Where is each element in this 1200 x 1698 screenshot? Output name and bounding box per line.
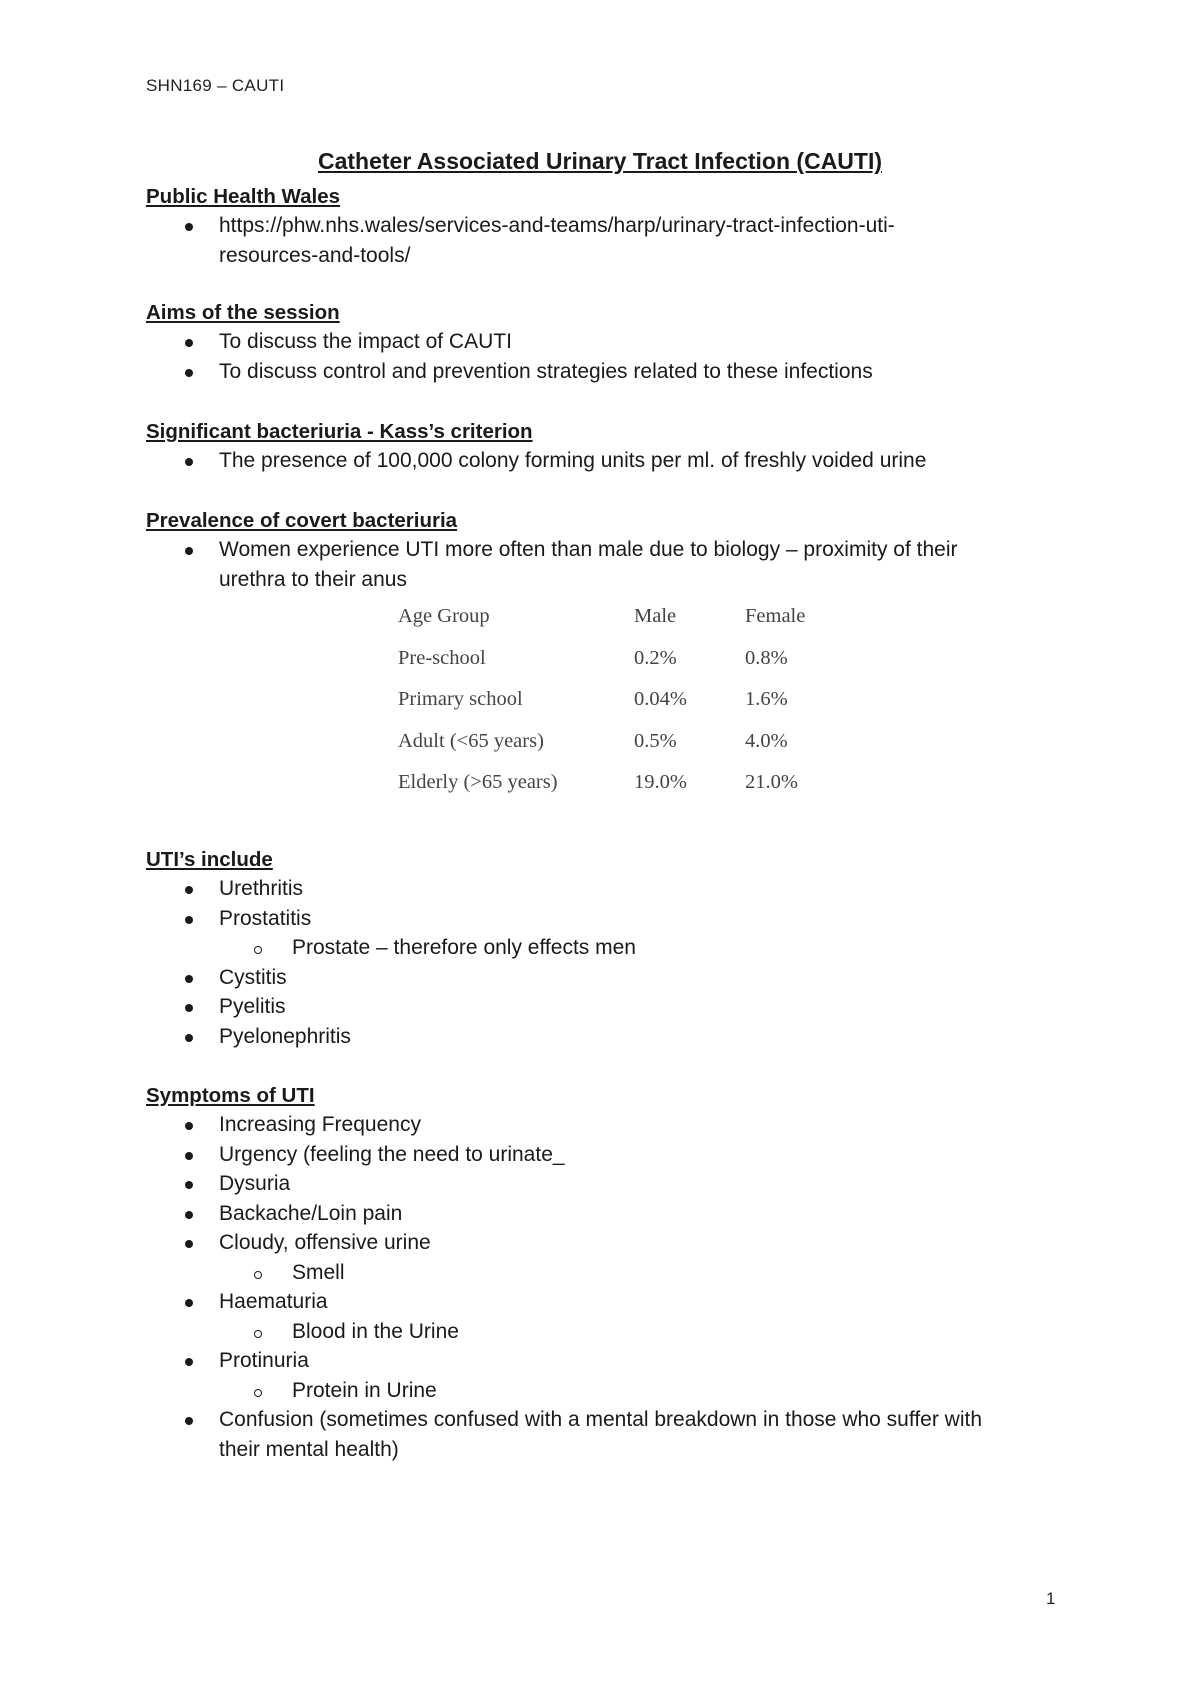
list-item-text: Confusion (sometimes confused with a mental breakdown in those who suffer with [219,1408,983,1431]
sub-list-item [146,1376,1066,1406]
table-cell: 21.0% [745,771,798,793]
list-item [146,535,1066,565]
bullet-icon [185,1152,193,1160]
list-item [146,1022,1066,1052]
hollow-bullet-icon [254,1271,262,1279]
list-item-continuation [146,1435,1066,1465]
prevalence-list [146,535,1066,594]
resource-link-line2[interactable]: resources-and-tools/ [219,243,411,267]
table-header-row [398,605,845,647]
list-item [146,1228,1066,1258]
table-cell: Elderly (>65 years) [398,771,558,793]
bullet-icon [185,1181,193,1189]
table-cell: 0.04% [634,688,687,710]
bullet-icon [185,1299,193,1307]
hollow-bullet-icon [254,946,262,954]
list-item-text: their mental health) [219,1437,399,1461]
list-item [146,1169,1066,1199]
bullet-icon [185,975,193,983]
table-header-cell: Female [745,605,806,627]
table-cell: 0.8% [745,646,788,669]
table-header-cell: Age Group [398,605,490,627]
bacteriuria-heading: Significant bacteriuria - Kass’s criterion [146,420,533,443]
list-item-text: The presence of 100,000 colony forming units per ml. of freshly voided urine [219,449,927,472]
bullet-icon [185,1211,193,1219]
list-item-text: Backache/Loin pain [219,1201,403,1225]
table-header-cell: Male [634,605,677,627]
list-item [146,992,1066,1022]
bullet-icon [185,1240,193,1248]
bullet-icon [185,886,193,894]
prevalence-table [398,605,845,813]
list-item-text: Increasing Frequency [219,1113,421,1136]
list-item-text: To discuss the impact of CAUTI [219,330,512,353]
utis-list [146,874,1066,1051]
table-cell: 4.0% [745,729,788,752]
bullet-icon [185,1034,193,1042]
bullet-icon [185,223,193,231]
bacteriuria-list [146,446,1066,476]
table-cell: 0.5% [634,729,677,752]
sub-list-item [146,1258,1066,1288]
aims-heading: Aims of the session [146,301,340,324]
list-item-text: Blood in the Urine [292,1319,459,1343]
list-item-text: To discuss control and prevention strategies related to these infections [219,359,873,383]
page-number: 1 [1046,1589,1056,1608]
list-item [146,874,1066,904]
table-row [398,730,845,772]
list-item-text: Protinuria [219,1349,309,1372]
list-item-text: Prostate – therefore only effects men [292,936,636,959]
bullet-icon [185,1122,193,1130]
list-item-text: Protein in Urine [292,1378,437,1402]
bullet-icon [185,916,193,924]
bullet-icon [185,339,193,347]
utis-heading: UTI’s include [146,848,273,871]
list-item-continuation [146,241,1066,271]
list-item [146,1405,1066,1435]
public-health-list [146,211,1066,270]
table-cell: 1.6% [745,688,788,710]
table-cell: Adult (<65 years) [398,729,544,752]
list-item-text: Pyelonephritis [219,1024,351,1048]
list-item-text: Women experience UTI more often than male due to biology – proximity of their [219,538,958,561]
sub-list-item [146,933,1066,963]
symptoms-list [146,1110,1066,1464]
list-item [146,963,1066,993]
table-row [398,647,845,689]
bacteriuria-section [146,418,1066,476]
list-item-text: Urgency (feeling the need to urinate_ [219,1142,565,1166]
hollow-bullet-icon [254,1330,262,1338]
document-title: Catheter Associated Urinary Tract Infection (CAUTI) [317,148,883,174]
list-item [146,1199,1066,1229]
list-item-text: Cloudy, offensive urine [219,1231,431,1254]
list-item-text: urethra to their anus [219,567,407,591]
list-item [146,327,1066,357]
prevalence-heading: Prevalence of covert bacteriuria [146,509,458,532]
symptoms-heading: Symptoms of UTI [146,1084,315,1107]
list-item-text: Urethritis [219,877,304,900]
list-item-text: Cystitis [219,965,287,989]
utis-section [146,846,1066,1051]
table-cell: 19.0% [634,771,687,793]
list-item [146,446,1066,476]
table-row [398,688,845,730]
aims-list [146,327,1066,386]
bullet-icon [185,547,193,555]
bullet-icon [185,1004,193,1012]
table-row [398,771,845,813]
list-item [146,904,1066,934]
list-item[interactable] [146,211,1066,241]
public-health-heading: Public Health Wales [146,185,341,208]
bullet-icon [185,458,193,466]
prevalence-section [146,507,1066,594]
page-header: SHN169 – CAUTI [146,76,285,95]
table-cell: Pre-school [398,646,486,669]
list-item [146,357,1066,387]
sub-list-item [146,1317,1066,1347]
bullet-icon [185,369,193,377]
bullet-icon [185,1417,193,1425]
table-cell: 0.2% [634,646,677,669]
list-item-text: Haematuria [219,1290,328,1313]
hollow-bullet-icon [254,1389,262,1397]
list-item-continuation [146,565,1066,595]
list-item [146,1110,1066,1140]
list-item [146,1287,1066,1317]
list-item-text: Dysuria [219,1172,291,1195]
list-item-text: Prostatitis [219,906,312,930]
bullet-icon [185,1358,193,1366]
list-item-text: Smell [292,1260,345,1284]
resource-link-line1[interactable]: https://phw.nhs.wales/services-and-teams/harp/urinary-tract-infection-uti- [219,214,895,237]
list-item-text: Pyelitis [219,995,286,1018]
list-item [146,1140,1066,1170]
table-cell: Primary school [398,688,523,710]
aims-section [146,299,1066,386]
symptoms-section [146,1082,1066,1464]
list-item [146,1346,1066,1376]
public-health-section [146,183,1066,270]
